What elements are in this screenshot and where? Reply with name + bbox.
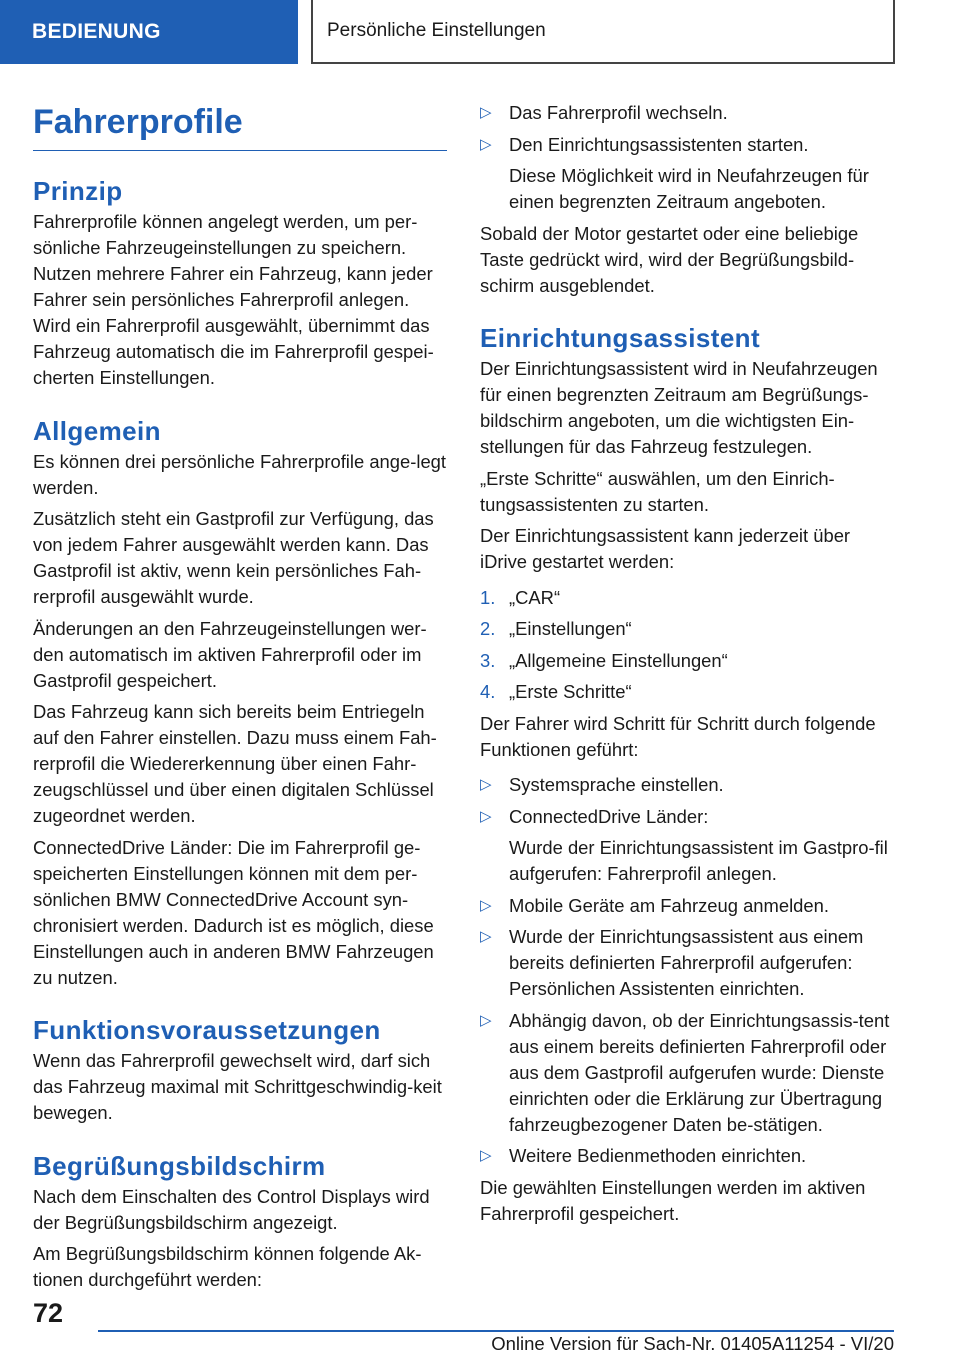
step-text: „Erste Schritte“ (509, 681, 632, 702)
step-text: „CAR“ (509, 586, 561, 608)
paragraph: Sobald der Motor gestartet oder eine beliebige Taste gedrückt wird, wird der Begrüßungsbild-schirm ausgeblendet. (480, 222, 859, 296)
bullet-triangle-icon: ▷ (480, 928, 492, 945)
paragraph: Die gewählten Einstellungen werden im aktiven Fahrerprofil gespeichert. (480, 1176, 866, 1224)
step-item (480, 648, 900, 674)
paragraph: Fahrerprofile können angelegt werden, um per-sönliche Fahrzeugeinstellungen zu speichern. Nutzen mehrere Fahrer ein Fahrzeug, kann jeder Fahrer sein persönliches Fahrerprofil anlegen. Wird ein Fahrerprofil ausgewählt, übernimmt das Fahrzeug automatisch die im Fahrerprofil gespei-cherten Einstellungen. (33, 211, 434, 388)
list-item-text: Mobile Geräte am Fahrzeug anmelden. (509, 894, 829, 916)
list-item (480, 1008, 900, 1138)
paragraph: Der Fahrer wird Schritt für Schritt durch folgende Funktionen geführt: (480, 712, 876, 760)
list-item (480, 100, 900, 126)
list-item-note: Wurde der Einrichtungsassistent im Gastpro-fil aufgerufen: Fahrerprofil anlegen. (509, 837, 888, 884)
paragraph: Änderungen an den Fahrzeugeinstellungen wer-den automatisch im aktiven Fahrerprofil oder im Gastprofil gespeichert. (33, 617, 427, 691)
paragraph: ConnectedDrive Länder: Die im Fahrerprofil ge-speicherten Einstellungen können mit dem per-sönlichen BMW ConnectedDrive Account syn-chronisiert werden. Dadurch ist es möglich, diese Einstellungen auch in anderen BMW Fahrzeugen zu nutzen. (33, 836, 434, 988)
bullet-triangle-icon: ▷ (480, 1147, 492, 1164)
paragraph: Der Einrichtungsassistent wird in Neufahrzeugen für einen begrenzten Zeitraum am Begrüßungs-bildschirm angeboten, um die wichtigsten Ein-stellungen für das Fahrzeug festzulegen. (480, 358, 878, 457)
step-item (480, 679, 900, 705)
list-item-text: Den Einrichtungsassistenten starten. (509, 133, 809, 155)
list-item (480, 924, 900, 1002)
bullet-triangle-icon: ▷ (480, 807, 492, 825)
chapter-title: Persönliche Einstellungen (311, 0, 895, 64)
list-item-text: Das Fahrerprofil wechseln. (509, 102, 728, 123)
step-text: „Allgemeine Einstellungen“ (509, 649, 728, 671)
heading-funktionsvoraussetzungen: Funktionsvoraussetzungen (33, 1015, 381, 1045)
list-item (480, 132, 900, 158)
list-item (480, 1143, 900, 1169)
step-item (480, 616, 900, 642)
list-item-text: ConnectedDrive Länder: (509, 805, 709, 827)
footer-text: Online Version für Sach-Nr. 01405A11254 - VI/20 (491, 1333, 894, 1354)
heading-begruessungsbildschirm: Begrüßungsbildschirm (33, 1150, 326, 1181)
bullet-triangle-icon: ▷ (480, 1011, 492, 1029)
list-item-text: Abhängig davon, ob der Einrichtungsassis-tent aus einem bereits definierten Fahrerprofil oder aus dem Gastprofil aufgerufen wurde: Dienste einrichten oder die Erklärung zur Übertragung fahrzeugbezogener Daten be-stätigen. (509, 1009, 890, 1135)
paragraph: Wenn das Fahrerprofil gewechselt wird, darf sich das Fahrzeug maximal mit Schrittgeschwindig-keit bewegen. (33, 1050, 442, 1123)
list-item (480, 772, 900, 798)
paragraph: Am Begrüßungsbildschirm können folgende Ak-tionen durchgeführt werden: (33, 1243, 422, 1290)
step-item (480, 585, 900, 611)
paragraph: Das Fahrzeug kann sich bereits beim Entriegeln auf den Fahrer einstellen. Dazu muss einem Fah-rerprofil die Wiedererkennung über einen Fahr-zeugschlüssel und über einen digitalen Schlüssel zugeordnet werden. (33, 701, 437, 826)
list-item-text: Systemsprache einstellen. (509, 774, 724, 795)
step-number: 3. (480, 649, 496, 671)
page-number: 72 (33, 1298, 64, 1328)
bullet-triangle-icon: ▷ (480, 135, 492, 153)
bullet-triangle-icon: ▷ (480, 896, 492, 914)
step-text: „Einstellungen“ (509, 618, 632, 639)
step-number: 4. (480, 681, 496, 702)
heading-einrichtungsassistent: Einrichtungsassistent (480, 323, 761, 353)
list-item-note: Diese Möglichkeit wird in Neufahrzeugen für einen begrenzten Zeitraum angeboten. (509, 165, 869, 212)
right-column (480, 100, 900, 1232)
bullet-triangle-icon: ▷ (480, 776, 492, 793)
paragraph: Es können drei persönliche Fahrerprofile ange-legt werden. (33, 450, 447, 498)
list-item-text: Weitere Bedienmethoden einrichten. (509, 1145, 807, 1166)
section-tab: BEDIENUNG (0, 0, 298, 64)
paragraph: Nach dem Einschalten des Control Displays wird der Begrüßungsbildschirm angezeigt. (33, 1185, 430, 1233)
list-item-text: Wurde der Einrichtungsassistent aus einem bereits definierten Fahrerprofil aufgerufen: Persönlichen Assistenten einrichten. (509, 926, 864, 999)
step-number: 1. (480, 586, 496, 608)
step-number: 2. (480, 618, 496, 639)
heading-allgemein: Allgemein (33, 415, 161, 446)
list-item (480, 893, 900, 919)
paragraph: Der Einrichtungsassistent kann jederzeit über iDrive gestartet werden: (480, 525, 851, 572)
left-column (33, 96, 447, 1299)
list-item (480, 804, 900, 830)
page-title: Fahrerprofile (33, 96, 447, 151)
paragraph: Zusätzlich steht ein Gastprofil zur Verfügung, das von jedem Fahrer ausgewählt werden kann. Das Gastprofil ist aktiv, wenn kein persönliches Fah-rerprofil ausgewählt wurde. (33, 508, 434, 607)
paragraph: „Erste Schritte“ auswählen, um den Einrich-tungsassistenten zu starten. (480, 467, 835, 515)
heading-prinzip: Prinzip (33, 176, 123, 206)
bullet-triangle-icon: ▷ (480, 104, 492, 121)
footer-divider (98, 1330, 894, 1332)
